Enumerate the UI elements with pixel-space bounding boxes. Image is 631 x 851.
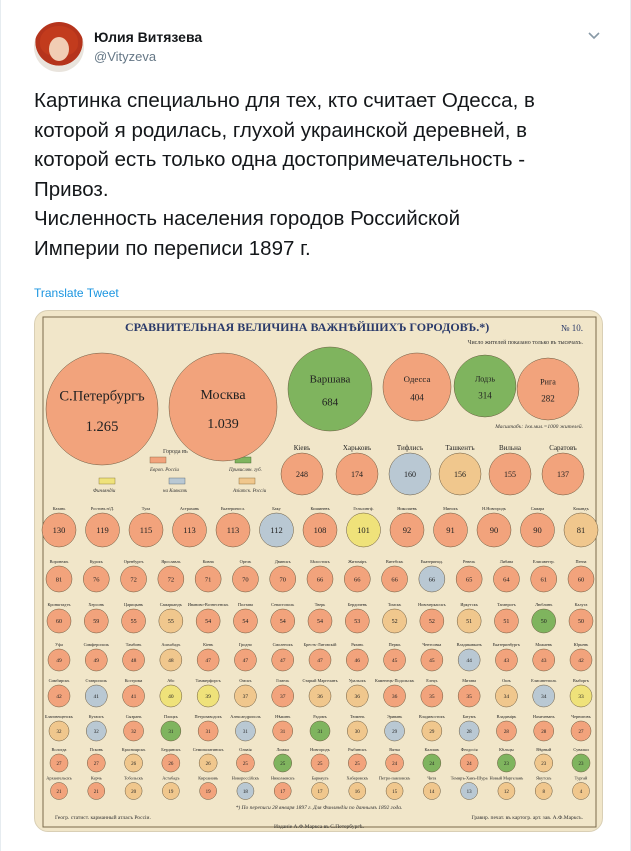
city-name: Ревель [463, 559, 476, 564]
city-value: 37 [242, 693, 249, 700]
city-value: 54 [242, 619, 249, 626]
city-value: 28 [466, 729, 472, 735]
city-name: Пермь [388, 642, 401, 647]
city-name: Екатеринбургъ [492, 642, 521, 647]
city-name: Петрозаводскъ [194, 714, 222, 719]
city-value: 55 [130, 619, 137, 626]
city-value: 26 [205, 761, 211, 767]
city-name: Владивостокъ [418, 714, 445, 719]
city-name: Ростовъ н/Д. [90, 506, 115, 511]
city-value: 24 [392, 761, 398, 767]
city-value: 51 [466, 619, 473, 626]
city-value: 314 [478, 390, 492, 401]
city-name: Воронежъ [49, 559, 69, 564]
city-value: 25 [242, 761, 248, 767]
city-value: 81 [576, 524, 586, 535]
city-value: 31 [317, 729, 323, 735]
city-value: 25 [280, 761, 286, 767]
city-name: Радомъ [313, 714, 327, 719]
city-value: 34 [540, 693, 547, 700]
city-name: Кирсановъ [198, 775, 219, 781]
city-value: 76 [93, 576, 100, 584]
city-value: 43 [540, 657, 547, 664]
city-name: Симферополь [83, 642, 109, 647]
city-value: 42 [578, 657, 584, 664]
city-name: Ковна [202, 559, 214, 564]
city-name: Иркутскъ [460, 602, 478, 607]
city-name: Бердянскъ [161, 747, 181, 752]
city-circle [454, 355, 516, 417]
city-name: Астрахань [179, 506, 200, 511]
city-name: Тобольскъ [124, 775, 144, 781]
city-value: 43 [503, 657, 510, 664]
city-value: 19 [168, 789, 174, 795]
city-name: Чита [427, 775, 437, 781]
city-name: Брестъ-Литовскій [303, 642, 337, 647]
city-value: 26 [131, 761, 137, 767]
city-value: 108 [313, 524, 327, 535]
city-value: 90 [489, 524, 499, 535]
legend-swatch-finland [99, 478, 115, 484]
map-number: № 10. [560, 323, 583, 333]
city-name: Тюмень [350, 714, 365, 719]
avatar[interactable] [34, 22, 84, 72]
city-name: Вологда [51, 747, 67, 752]
city-value: 65 [465, 576, 473, 584]
city-value: 14 [429, 789, 435, 795]
city-name: Уфа [55, 642, 63, 647]
city-name: Ошъ [502, 678, 511, 683]
city-value: 47 [279, 657, 286, 664]
city-name: Гомель [276, 678, 290, 683]
city-name: Томскъ [387, 602, 402, 607]
city-name: Полтава [237, 602, 253, 607]
city-value: 27 [93, 761, 99, 767]
city-value: 52 [391, 619, 398, 626]
city-name: Баку [272, 506, 281, 511]
city-name: Нѣжинъ [275, 714, 291, 719]
city-name: Юрьевъ [573, 642, 589, 647]
city-name: Митава [462, 678, 477, 683]
map-subtitle: Число жителей показано только въ тысячахъ. [467, 340, 583, 346]
legend-label: Азіатск. Россіи [233, 489, 267, 494]
city-name: Ярославль [161, 559, 181, 564]
legend-header: Города въ [163, 449, 188, 455]
city-name: Ташкентъ [445, 444, 475, 452]
city-name: Каменецъ-Подольскъ [374, 678, 415, 683]
chevron-down-icon[interactable] [587, 28, 601, 42]
city-value: 282 [541, 393, 555, 404]
city-value: 29 [429, 729, 435, 735]
city-value: 91 [446, 524, 455, 535]
city-value: 24 [429, 761, 435, 767]
city-name: Севастополь [271, 602, 295, 607]
city-value: 59 [93, 619, 100, 626]
city-name: Тургай [574, 775, 588, 781]
city-value: 50 [540, 619, 547, 626]
city-value: 40 [168, 693, 174, 700]
city-name: Екатериносл. [220, 506, 246, 511]
city-value: 21 [56, 789, 62, 795]
city-value: 42 [56, 693, 62, 700]
city-circle [46, 353, 158, 465]
city-name: Кіевъ [203, 642, 214, 647]
city-value: 101 [357, 524, 370, 535]
city-name: Житоміръ [348, 559, 367, 564]
city-name: Ломжа [276, 747, 289, 752]
city-name: Семипалатинскъ [192, 747, 224, 752]
city-name: Красноярскъ [121, 747, 146, 752]
city-name: Новый Маргеланъ [489, 775, 524, 781]
city-value: 30 [354, 729, 360, 735]
city-name: Николаевскъ [270, 775, 295, 781]
city-value: 35 [466, 693, 472, 700]
city-name: Эривань [386, 714, 403, 719]
city-value: 1.039 [207, 416, 239, 433]
city-value: 20 [131, 789, 137, 795]
city-name: Царицынъ [123, 602, 144, 607]
city-name: Плоцкъ [163, 714, 178, 719]
city-value: 35 [429, 693, 435, 700]
city-name: Кишиневъ [310, 506, 330, 511]
city-value: 39 [205, 693, 211, 700]
city-name: Таммерфорсъ [195, 678, 221, 683]
city-value: 36 [391, 693, 398, 700]
city-value: 64 [503, 576, 510, 584]
city-value: 160 [404, 469, 416, 479]
city-value: 44 [466, 657, 472, 664]
city-name: Орелъ [239, 559, 252, 564]
city-value: 115 [139, 524, 153, 535]
city-value: 24 [466, 761, 472, 767]
city-value: 130 [52, 524, 66, 535]
city-name: Рязань [351, 642, 364, 647]
city-name: Иваново-Вознесенскъ [187, 602, 229, 607]
city-value: 37 [279, 693, 286, 700]
legend-label: Европ. Россіи [150, 468, 179, 473]
city-name: Люблинъ [535, 602, 553, 607]
city-name: Казань [52, 506, 66, 511]
city-circle [383, 353, 451, 421]
city-name: Або [167, 678, 175, 683]
tweet-line: Картинка специально для тех, кто считает Одесса, в [34, 89, 535, 112]
city-value: 92 [402, 524, 412, 535]
city-value: 36 [354, 693, 361, 700]
city-value: 41 [93, 693, 100, 700]
city-value: 28 [541, 729, 547, 735]
city-name: Кокандъ [573, 506, 589, 511]
city-name: Самаркандъ [159, 602, 182, 607]
city-value: 46 [354, 657, 361, 664]
user-handle[interactable]: @Vityzeva [94, 49, 157, 64]
city-value: 113 [226, 524, 240, 535]
city-name: Таганрогъ [497, 602, 516, 607]
city-value: 17 [317, 789, 323, 795]
city-value: 119 [96, 524, 109, 535]
city-value: 47 [205, 657, 211, 664]
tweet-line: Численность населения городов Российской [34, 207, 461, 230]
city-name: Саратовъ [549, 444, 577, 452]
map-title: СРАВНИТЕЛЬНАЯ ВЕЛИЧИНА ВАЖНѢЙШИХЪ ГОРОДОВЪ.*) [125, 320, 490, 334]
city-name: Тверь [314, 602, 326, 607]
city-value: 26 [168, 761, 174, 767]
city-circles [42, 347, 598, 800]
translate-tweet-link[interactable]: Translate Tweet [34, 286, 119, 300]
city-name: Либава [499, 559, 514, 564]
city-value: 61 [540, 576, 547, 584]
legend-swatch-caucasus [169, 478, 185, 484]
city-name: Сувалки [573, 747, 589, 752]
legend-label: Привислян. губ. [229, 468, 262, 473]
city-value: 404 [410, 392, 424, 403]
city-value: 49 [56, 657, 62, 664]
city-value: 19 [205, 789, 211, 795]
tweet-text [34, 86, 599, 263]
city-value: 27 [578, 729, 584, 735]
city-value: 66 [316, 576, 324, 584]
city-name: Минскъ [443, 506, 458, 511]
city-value: 137 [557, 469, 569, 479]
city-name: Тамбовъ [125, 642, 142, 647]
legend-swatch-asia [239, 478, 255, 484]
city-value: 66 [354, 576, 361, 584]
map-footer-center: Изданіе А.Ф.Маркса въ С.Петербургѣ. [273, 824, 365, 830]
city-value: 71 [204, 576, 212, 584]
city-value: 155 [504, 469, 516, 479]
city-name: Бердичевъ [347, 602, 367, 607]
city-name: Самара [530, 506, 545, 511]
city-name: Елисаветполь [531, 678, 557, 683]
city-name: Новороссійскъ [231, 775, 260, 781]
city-value: 113 [183, 524, 196, 535]
city-name: Гельсингф. [353, 506, 374, 511]
city-name: Уральскъ [348, 678, 366, 683]
city-size-chart [35, 311, 603, 832]
city-value: 48 [168, 657, 174, 664]
city-name: Екатеринод. [420, 559, 443, 564]
city-name: Николаевъ [397, 506, 417, 511]
city-name: Елецъ [426, 678, 438, 683]
city-name: Варшава [309, 373, 351, 386]
city-name: Кіевъ [293, 444, 311, 452]
city-name: Лодзь [474, 374, 496, 384]
city-value: 29 [392, 729, 398, 735]
city-name: Вильна [499, 444, 521, 452]
city-value: 112 [270, 524, 283, 535]
city-name: Архангельскъ [46, 775, 72, 781]
city-name: С.Петербургъ [59, 388, 145, 405]
city-value: 66 [428, 576, 436, 584]
city-value: 4 [579, 789, 583, 795]
city-name: Владиміръ [496, 714, 517, 719]
city-value: 50 [578, 619, 584, 626]
city-circle [288, 347, 372, 431]
city-value: 31 [205, 729, 211, 735]
city-name: Керчь [90, 775, 102, 781]
city-value: 47 [242, 657, 249, 664]
city-name: Одесса [403, 373, 431, 384]
city-value: 49 [93, 657, 100, 664]
city-name: Кутаисъ [88, 714, 104, 719]
city-name: Новочеркасскъ [418, 602, 446, 607]
city-value: 54 [205, 619, 212, 626]
city-circle [517, 358, 579, 420]
city-circle [169, 353, 277, 461]
city-value: 15 [392, 789, 398, 795]
city-name: Черниговъ [571, 714, 591, 719]
city-value: 45 [391, 657, 398, 664]
city-value: 53 [354, 619, 361, 626]
city-name: Благовещенскъ [45, 714, 73, 719]
city-value: 34 [503, 693, 510, 700]
city-value: 23 [503, 761, 509, 767]
city-name: Вятка [389, 747, 400, 752]
city-value: 21 [93, 789, 99, 795]
tweet-line: Привоз. [34, 177, 109, 201]
city-name: Пенза [575, 559, 587, 564]
city-name: Омскъ [239, 678, 252, 683]
city-name: Симбирскъ [48, 678, 70, 683]
city-name: Батумъ [462, 714, 476, 719]
city-value: 12 [503, 789, 509, 795]
city-value: 54 [317, 619, 323, 626]
city-value: 684 [321, 396, 339, 409]
city-value: 8 [542, 789, 545, 795]
city-value: 51 [503, 619, 510, 626]
map-footer-left: Геогр. статист. карманный атласъ Россіи. [55, 815, 151, 821]
city-value: 18 [242, 789, 248, 795]
city-value: 70 [242, 576, 249, 584]
city-value: 17 [280, 789, 286, 795]
city-value: 23 [578, 761, 584, 767]
city-value: 28 [503, 729, 509, 735]
city-value: 174 [351, 469, 363, 479]
city-name: Калуга [574, 602, 588, 607]
city-name: Курскъ [89, 559, 103, 564]
city-value: 36 [317, 693, 323, 700]
city-name: Кронштадтъ [47, 602, 71, 607]
city-name: Можаевъ [535, 642, 553, 647]
city-name: Тула [141, 506, 151, 511]
city-name: Старый Маргеланъ [302, 678, 338, 683]
city-value: 55 [167, 619, 174, 626]
city-value: 52 [428, 619, 435, 626]
city-name: Двинскъ [274, 559, 291, 564]
city-name: Барнаулъ [311, 775, 329, 781]
city-value: 60 [577, 576, 585, 584]
city-value: 156 [454, 469, 466, 479]
city-name: Гродно [238, 642, 252, 647]
city-value: 47 [317, 657, 323, 664]
city-value: 48 [130, 657, 137, 664]
legend-label: на Кавказѣ [163, 489, 188, 494]
city-name: Вѣрный [536, 747, 552, 752]
city-value: 45 [429, 657, 435, 664]
city-name: Псковъ [89, 747, 103, 752]
city-name: Ставрополь [85, 678, 108, 683]
city-name: Темиръ-Ханъ-Шура [450, 775, 488, 781]
city-name: Оренбургъ [123, 559, 144, 564]
city-name: Петро-павловскъ [378, 775, 411, 781]
city-name: Херсонъ [88, 602, 105, 607]
city-value: 54 [279, 619, 286, 626]
city-value: 27 [56, 761, 62, 767]
map-scale: Масштабъ: 1кв.мил.=1000 жителей. [495, 424, 583, 430]
city-value: 32 [131, 729, 137, 735]
city-value: 90 [533, 524, 542, 535]
city-value: 31 [280, 729, 286, 735]
city-value: 32 [56, 729, 62, 735]
city-name: Чентсовка [422, 642, 442, 647]
city-name: Новгородъ [310, 747, 330, 752]
city-value: 72 [167, 576, 175, 584]
city-value: 72 [130, 576, 137, 584]
city-name: Якутскъ [536, 775, 552, 781]
city-name: Смоленскъ [272, 642, 293, 647]
city-name: Рига [540, 377, 556, 387]
city-name: Александрополь [230, 714, 261, 719]
city-value: 66 [391, 576, 398, 584]
tweet-line: которой я родилась, глухой украинской деревней, в [34, 118, 528, 142]
map-footnote: *) По переписи 28 января 1897 г. Для Финляндіи по даннымъ 1892 года. [235, 805, 403, 811]
city-name: Нахичевань [532, 714, 555, 719]
city-value: 23 [541, 761, 547, 767]
map-footer-right: Гравир. печат. въ картогр. арт. зав. А.Ф.Марксъ. [471, 815, 583, 821]
city-name: Калишъ [424, 747, 440, 752]
user-name[interactable]: Юлия Витязева [94, 29, 203, 45]
city-value: 248 [296, 469, 308, 479]
city-name: Н.Новгородъ [482, 506, 506, 511]
city-name: Владикавказъ [456, 642, 482, 647]
city-name: Феодосія [460, 747, 478, 752]
city-name: Выборгъ [572, 678, 590, 683]
legend-label: Финляндіи [93, 489, 116, 494]
legend-swatch-europe [150, 457, 166, 463]
city-value: 13 [466, 789, 472, 795]
city-name: Елисаветгр. [532, 559, 555, 564]
city-name: Рыбинскъ [348, 747, 367, 752]
city-value: 31 [168, 729, 174, 735]
city-name: Сызрань [125, 714, 142, 719]
city-value: 70 [279, 576, 286, 584]
city-name: Тифлисъ [396, 444, 424, 452]
city-name: Ольвія [239, 747, 252, 752]
city-value: 25 [354, 761, 360, 767]
city-value: 32 [93, 729, 99, 735]
tweet-image[interactable] [34, 310, 603, 832]
city-name: Астабадъ [162, 775, 180, 781]
city-value: 81 [55, 576, 63, 584]
tweet-line: которой есть только одна достопримечательность - [34, 148, 526, 171]
city-name: Бѣлостокъ [310, 559, 330, 564]
city-name: Москва [200, 386, 246, 403]
city-name: Витебскъ [385, 559, 404, 564]
city-value: 1.265 [85, 418, 119, 435]
city-value: 16 [354, 789, 360, 795]
city-value: 33 [578, 693, 584, 700]
city-value: 41 [130, 693, 137, 700]
city-name: Кѣльцы [499, 747, 514, 752]
city-name: Кострома [124, 678, 143, 683]
city-value: 60 [56, 619, 62, 626]
tweet-line: Империи по переписи 1897 г. [34, 236, 311, 260]
city-name: Хабаровскъ [346, 775, 369, 781]
city-value: 31 [242, 729, 248, 735]
city-name: Харьковъ [342, 444, 372, 452]
city-value: 25 [317, 761, 323, 767]
city-name: Ашхабадъ [161, 642, 181, 647]
